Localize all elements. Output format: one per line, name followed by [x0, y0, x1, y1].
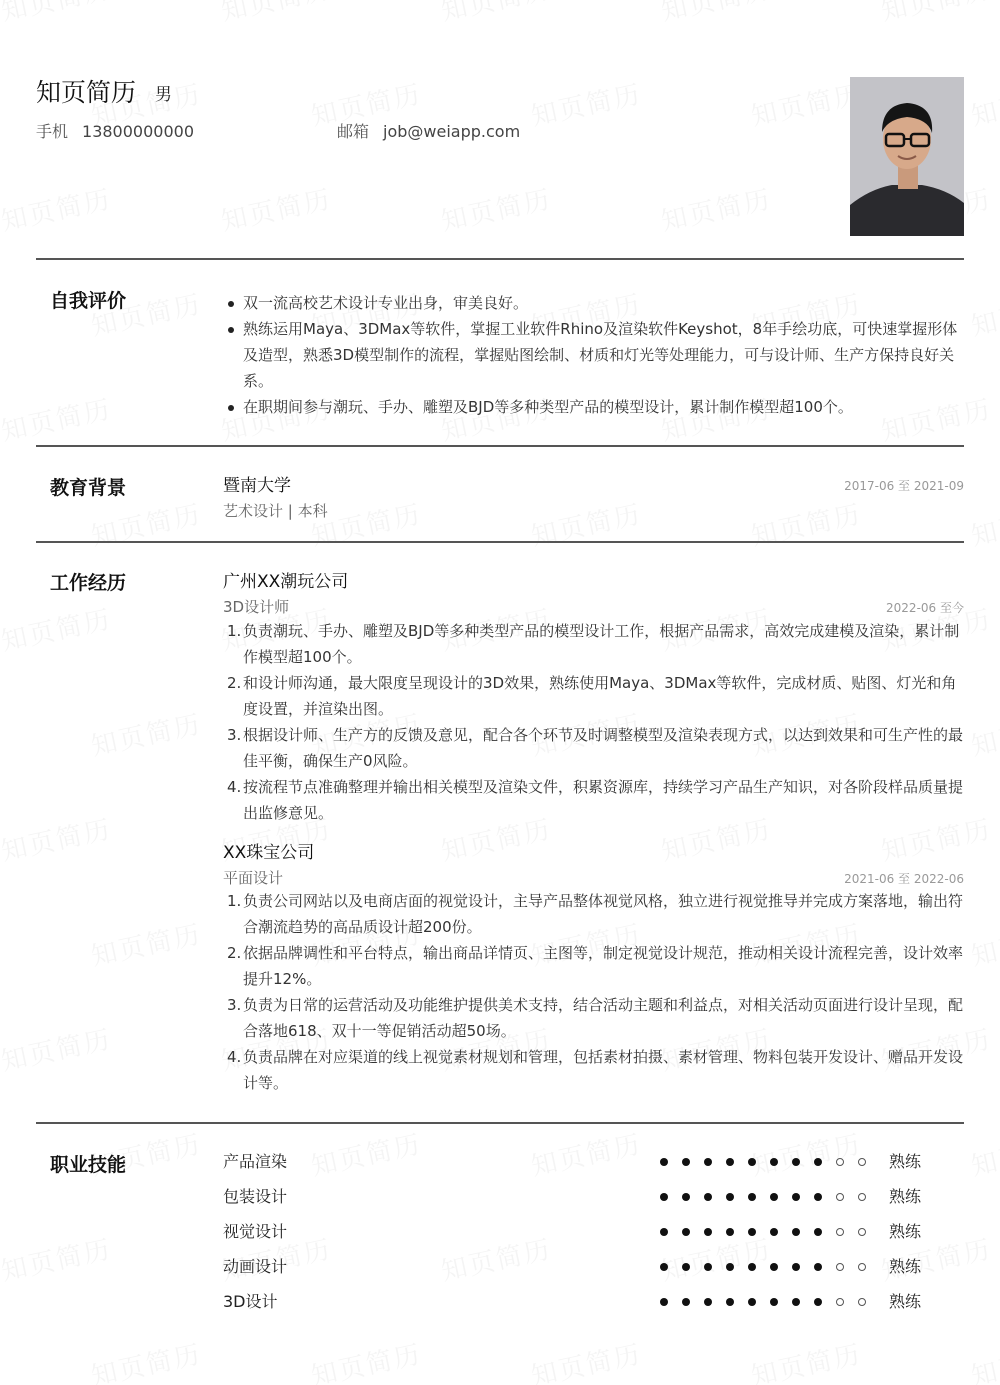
- watermark-text: [0, 389, 115, 448]
- watermark-text: [87, 914, 204, 973]
- skill-name: 3D设计: [223, 1292, 278, 1311]
- watermark-text: [217, 179, 334, 238]
- rating-dot-filled: [682, 1193, 690, 1201]
- rating-dot-filled: [660, 1193, 668, 1201]
- watermark-text: [747, 74, 864, 133]
- rating-dot-filled: [748, 1228, 756, 1236]
- watermark-text: [437, 0, 554, 28]
- rating-dot-filled: [682, 1228, 690, 1236]
- phone-value: 13800000000: [82, 122, 194, 141]
- rating-dot-filled: [704, 1228, 712, 1236]
- list-item: 1. 负责潮玩、手办、雕塑及BJD等多种类型产品的模型设计工作，根据产品需求，高效完成建模及渲染，累计制作模型超100个。: [227, 622, 960, 666]
- rating-dot-filled: [704, 1298, 712, 1306]
- watermark-text: [87, 494, 204, 553]
- watermark-text: [0, 179, 115, 238]
- rating-dot-empty: [836, 1228, 844, 1236]
- rating-dot-filled: [726, 1158, 734, 1166]
- rating-dot-empty: [858, 1228, 866, 1236]
- job-duties-list: [227, 888, 965, 1096]
- rating-dot-filled: [814, 1158, 822, 1166]
- rating-dot-empty: [836, 1193, 844, 1201]
- skill-level: 熟练: [889, 1152, 922, 1171]
- skill-row: [223, 1184, 964, 1210]
- rating-dot-empty: [836, 1298, 844, 1306]
- rating-dot-filled: [704, 1193, 712, 1201]
- section-divider: [36, 1122, 964, 1124]
- job-duties-list: [227, 618, 965, 826]
- list-item: 熟练运用Maya、3DMax等软件，掌握工业软件Rhino及渲染软件Keyshot，8年手绘功底，可快速掌握形体及造型，熟悉3D模型制作的流程，掌握贴图绘制、材质和灯光等处理能力，可与设计师、生产方保持良好关系。: [243, 316, 965, 394]
- company-name: XX珠宝公司: [223, 843, 315, 863]
- list-item: 1. 负责公司网站以及电商店面的视觉设计，主导产品整体视觉风格，独立进行视觉推导并完成方案落地，输出符合潮流趋势的高品质设计超200份。: [227, 892, 964, 936]
- list-item: 3. 根据设计师、生产方的反馈及意见，配合各个环节及时调整模型及渲染表现方式，以达到效果和可生产性的最佳平衡，确保生产0风险。: [227, 726, 964, 770]
- rating-dot-filled: [726, 1298, 734, 1306]
- watermark-text: [527, 494, 644, 553]
- watermark-text: [87, 1334, 204, 1385]
- rating-dot-filled: [660, 1228, 668, 1236]
- rating-dot-filled: [748, 1193, 756, 1201]
- rating-dot-filled: [770, 1263, 778, 1271]
- watermark-text: [967, 494, 1000, 553]
- skills-title: 职业技能: [50, 1154, 127, 1176]
- rating-dot-empty: [858, 1158, 866, 1166]
- watermark-text: [967, 284, 1000, 343]
- job-date: 2021-06 至 2022-06: [844, 872, 964, 886]
- rating-dot-filled: [770, 1158, 778, 1166]
- rating-dot-filled: [682, 1263, 690, 1271]
- skill-row: [223, 1219, 964, 1245]
- watermark-text: [217, 0, 334, 28]
- self-eval-title: 自我评价: [50, 290, 127, 312]
- rating-dot-filled: [792, 1158, 800, 1166]
- list-item: 在职期间参与潮玩、手办、雕塑及BJD等多种类型产品的模型设计，累计制作模型超100个。: [243, 394, 965, 420]
- watermark-text: [0, 1229, 115, 1288]
- education-detail: 艺术设计 | 本科: [223, 502, 328, 520]
- skill-level: 熟练: [889, 1187, 922, 1206]
- section-divider: [36, 445, 964, 447]
- education-date: 2017-06 至 2021-09: [844, 479, 964, 493]
- list-item: 双一流高校艺术设计专业出身，审美良好。: [243, 290, 965, 316]
- rating-dot-filled: [814, 1228, 822, 1236]
- skill-level: 熟练: [889, 1292, 922, 1311]
- skill-level: 熟练: [889, 1222, 922, 1241]
- watermark-text: [877, 0, 994, 28]
- rating-dot-filled: [814, 1298, 822, 1306]
- rating-dot-empty: [836, 1263, 844, 1271]
- rating-dot-empty: [858, 1193, 866, 1201]
- watermark-text: [747, 1334, 864, 1385]
- skill-name: 视觉设计: [223, 1222, 288, 1241]
- rating-dot-filled: [704, 1263, 712, 1271]
- watermark-text: [657, 179, 774, 238]
- watermark-text: [527, 74, 644, 133]
- rating-dot-filled: [704, 1158, 712, 1166]
- rating-dot-filled: [770, 1298, 778, 1306]
- rating-dot-filled: [682, 1158, 690, 1166]
- rating-dot-empty: [858, 1298, 866, 1306]
- list-item: 2. 依据品牌调性和平台特点，输出商品详情页、主图等，制定视觉设计规范，推动相关设计流程完善，设计效率提升12%。: [227, 944, 964, 988]
- watermark-text: [657, 0, 774, 28]
- phone-label: 手机: [36, 122, 69, 141]
- rating-dot-empty: [858, 1263, 866, 1271]
- phone-contact: [36, 121, 194, 143]
- rating-dot-filled: [660, 1263, 668, 1271]
- skill-name: 动画设计: [223, 1257, 288, 1276]
- rating-dot-filled: [792, 1228, 800, 1236]
- rating-dot-filled: [792, 1263, 800, 1271]
- section-divider: [36, 541, 964, 543]
- job-date: 2022-06 至今: [886, 601, 964, 615]
- rating-dot-filled: [660, 1158, 668, 1166]
- rating-dot-filled: [814, 1193, 822, 1201]
- list-item: 4. 负责品牌在对应渠道的线上视觉素材规划和管理，包括素材拍摄、素材管理、物料包装开发设计、赠品开发设计等。: [227, 1048, 964, 1092]
- rating-dot-filled: [682, 1298, 690, 1306]
- skill-row: [223, 1254, 964, 1280]
- rating-dot-filled: [748, 1298, 756, 1306]
- rating-dot-filled: [748, 1263, 756, 1271]
- rating-dot-filled: [726, 1263, 734, 1271]
- skill-row: [223, 1289, 964, 1315]
- skill-name: 包装设计: [223, 1187, 288, 1206]
- skill-row: [223, 1149, 964, 1175]
- rating-dot-empty: [836, 1158, 844, 1166]
- watermark-text: [0, 809, 115, 868]
- watermark-text: [967, 74, 1000, 133]
- rating-dot-filled: [792, 1298, 800, 1306]
- rating-dot-filled: [770, 1193, 778, 1201]
- email-contact: [337, 121, 520, 143]
- watermark-text: [0, 0, 115, 28]
- rating-dot-filled: [726, 1193, 734, 1201]
- education-title: 教育背景: [50, 477, 127, 499]
- rating-dot-filled: [726, 1228, 734, 1236]
- watermark-text: [87, 704, 204, 763]
- school-name: 暨南大学: [223, 476, 291, 496]
- rating-dot-filled: [748, 1158, 756, 1166]
- watermark-text: [0, 599, 115, 658]
- list-item: 3. 负责为日常的运营活动及功能维护提供美术支持，结合活动主题和利益点，对相关活动页面进行设计呈现，配合落地618、双十一等促销活动超50场。: [227, 996, 964, 1040]
- company-name: 广州XX潮玩公司: [223, 572, 349, 592]
- avatar-portrait-icon: [850, 77, 964, 236]
- skill-level: 熟练: [889, 1257, 922, 1276]
- watermark-text: [967, 704, 1000, 763]
- rating-dot-filled: [792, 1193, 800, 1201]
- candidate-name: 知页简历: [36, 78, 137, 107]
- job-role: 3D设计师: [223, 598, 290, 616]
- watermark-text: [0, 1019, 115, 1078]
- avatar-photo: [850, 77, 964, 236]
- list-item: 4. 按流程节点准确整理并输出相关模型及渲染文件，积累资源库，持续学习产品生产知识，对各阶段样品质量提出监修意见。: [227, 778, 964, 822]
- rating-dot-filled: [814, 1263, 822, 1271]
- watermark-text: [967, 1334, 1000, 1385]
- watermark-text: [527, 1334, 644, 1385]
- candidate-gender: 男: [155, 85, 172, 105]
- email-value: job@weiapp.com: [383, 122, 521, 141]
- watermark-text: [437, 179, 554, 238]
- section-divider: [36, 258, 964, 260]
- work-title: 工作经历: [50, 572, 127, 594]
- self-eval-list: [243, 290, 965, 420]
- rating-dot-filled: [660, 1298, 668, 1306]
- email-label: 邮箱: [337, 122, 370, 141]
- watermark-text: [747, 494, 864, 553]
- watermark-text: [307, 1334, 424, 1385]
- rating-dot-filled: [770, 1228, 778, 1236]
- watermark-text: [967, 1124, 1000, 1183]
- job-role: 平面设计: [223, 869, 284, 887]
- list-item: 2. 和设计师沟通，最大限度呈现设计的3D效果，熟练使用Maya、3DMax等软件，完成材质、贴图、灯光和角度设置，并渲染出图。: [227, 674, 957, 718]
- skill-name: 产品渲染: [223, 1152, 288, 1171]
- watermark-text: [967, 914, 1000, 973]
